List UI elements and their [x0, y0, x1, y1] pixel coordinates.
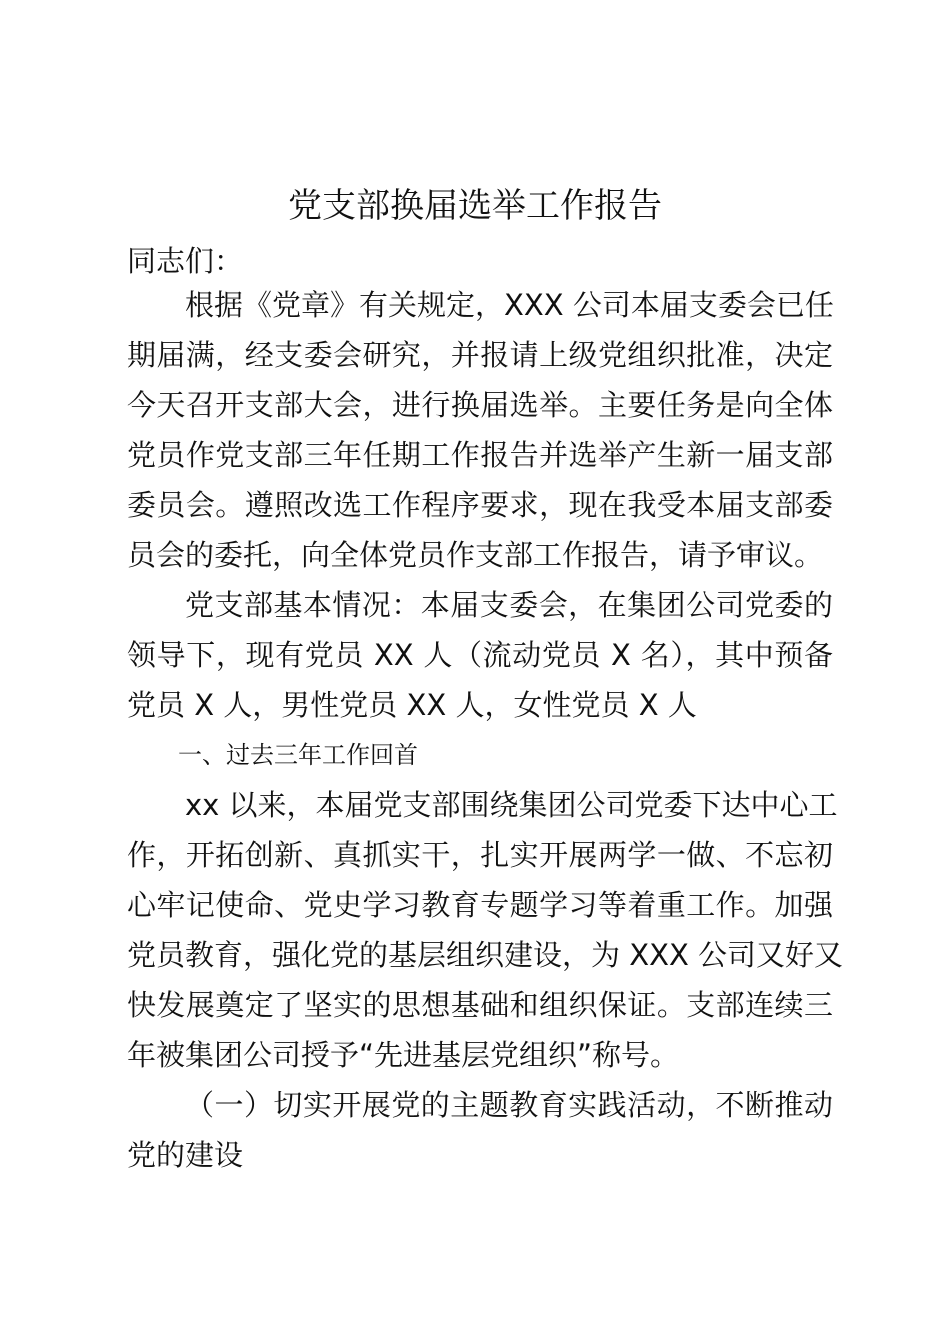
paragraph-line: 委员会。遵照改选工作程序要求，现在我受本届支部委	[127, 488, 833, 522]
paragraph-line: 今天召开支部大会，进行换届选举。主要任务是向全体	[127, 388, 833, 422]
salutation: 同志们：	[127, 244, 244, 278]
document-title: 党支部换届选举工作报告	[288, 186, 662, 226]
paragraph-line: 党支部基本情况：本届支委会，在集团公司党委的	[185, 588, 833, 622]
paragraph-line: 党员教育，强化党的基层组织建设，为 XXX 公司又好又	[127, 938, 844, 972]
paragraph-line: 年被集团公司授予“先进基层党组织”称号。	[127, 1038, 680, 1072]
paragraph-line: 党员作党支部三年任期工作报告并选举产生新一届支部	[127, 438, 833, 472]
paragraph-line: xx 以来，本届党支部围绕集团公司党委下达中心工	[185, 788, 838, 822]
paragraph-line: 员会的委托，向全体党员作支部工作报告，请予审议。	[127, 538, 824, 572]
paragraph-line: 领导下，现有党员 XX 人（流动党员 X 名），其中预备	[127, 638, 833, 672]
subsection-heading: （一）切实开展党的主题教育实践活动，不断推动	[185, 1088, 833, 1122]
paragraph-line: 心牢记使命、党史学习教育专题学习等着重工作。加强	[127, 888, 833, 922]
paragraph-line: 根据《党章》有关规定，XXX 公司本届支委会已任	[185, 288, 834, 322]
paragraph-line: 党的建设	[127, 1138, 244, 1172]
paragraph-line: 快发展奠定了坚实的思想基础和组织保证。支部连续三	[127, 988, 833, 1022]
paragraph-line: 党员 X 人，男性党员 XX 人，女性党员 X 人	[127, 688, 697, 722]
paragraph-line: 期届满，经支委会研究，并报请上级党组织批准，决定	[127, 338, 833, 372]
section-heading: 一、过去三年工作回首	[178, 741, 418, 769]
paragraph-line: 作，开拓创新、真抓实干，扎实开展两学一做、不忘初	[127, 838, 833, 872]
